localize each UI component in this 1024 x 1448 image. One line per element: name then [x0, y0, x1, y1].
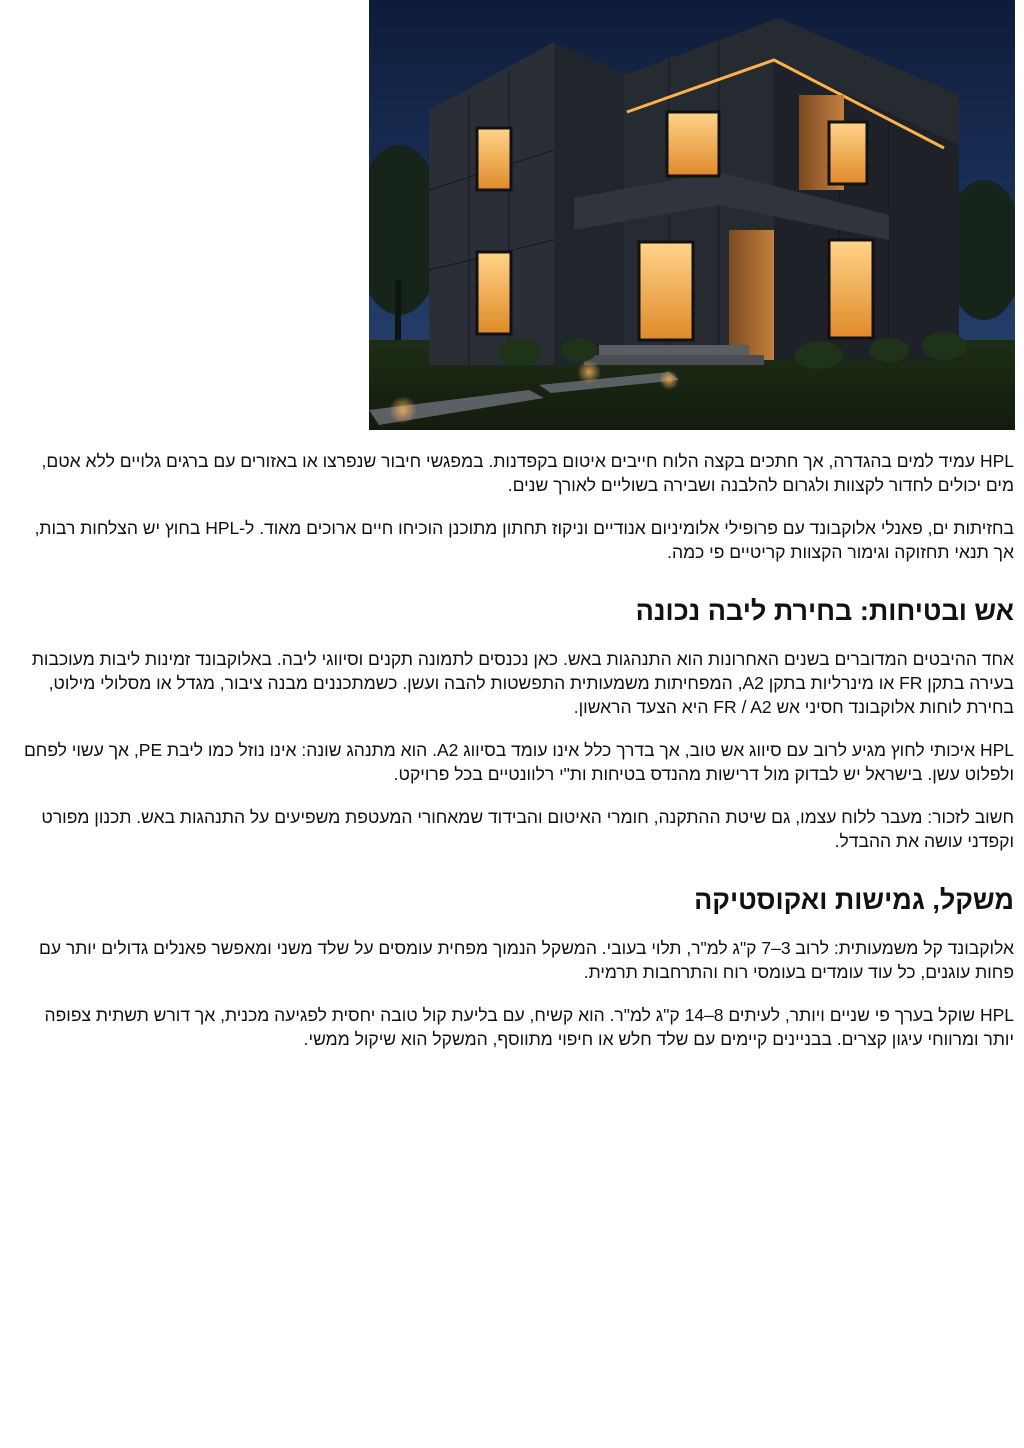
- paragraph-hpl-weight: HPL שוקל בערך פי שניים ויותר, לעיתים 8–14 ק"ג למ"ר. הוא קשיח, עם בליעת קול טובה יחסית לפגיעה מכנית, אך דורש תשתית צפופה יותר ומרווחי עיגון קצרים. בבניינים קיימים עם שלד חלש או חיפוי מתווסף, המשקל הוא שיקול ממשי.: [44, 1005, 1014, 1049]
- paragraph-hpl-fire: HPL איכותי לחוץ מגיע לרוב עם סיווג אש טוב, אך בדרך כלל אינו עומד בסיווג A2. הוא מתנהג שונה: אינו נוזל כמו ליבת PE, אך עשוי לפחם ולפלוט עשן. בישראל יש לבדוק מול דרישות מהנדס בטיחות ות"י רלוונטיים בכל פרויקט.: [23, 740, 1014, 784]
- article-body: [10, 449, 1014, 1070]
- paragraph-sea-facades: בחזיתות ים, פאנלי אלוקבונד עם פרופילי אלומיניום אנודיים וניקוז תחתון מתוכנן הוכיחו חיים ארוכים מאוד. ל-HPL בחוץ יש הצלחות רבות, אך תנאי תחזוקה וגימור הקצוות קריטיים פי כמה.: [34, 518, 1014, 562]
- paragraph-hpl-water: HPL עמיד למים בהגדרה, אך חתכים בקצה הלוח חייבים איטום בקפדנות. במפגשי חיבור שנפרצו או באזורים עם ברגים גלויים ללא אטם, מים יכולים לחדור לקצוות ולגרום להלבנה ושבירה בשוליים לאורך שנים.: [41, 451, 1014, 495]
- paragraph-installation-note: חשוב לזכור: מעבר ללוח עצמו, גם שיטת ההתקנה, חומרי האיטום והבידוד שמאחורי המעטפת משפיעים על התנהגות באש. תכנון מפורט וקפדני עושה את ההבדל.: [41, 807, 1014, 851]
- heading-fire-safety: אש ובטיחות: בחירת ליבה נכונה: [635, 596, 1014, 626]
- hero-image: [369, 0, 1015, 430]
- paragraph-alucobond-weight: אלוקבונד קל משמעותית: לרוב 3–7 ק"ג למ"ר, תלוי בעובי. המשקל הנמוך מפחית עומסים על שלד משני ומאפשר פאנלים גדולים יותר עם פחות עוגנים, כל עוד עומדים בעומסי רוח והתרחבות תרמית.: [38, 938, 1014, 982]
- modern-house-night-photo-icon: [369, 0, 1015, 430]
- heading-weight-acoustics: משקל, גמישות ואקוסטיקה: [694, 885, 1014, 915]
- paragraph-fire-core: אחד ההיבטים המדוברים בשנים האחרונות הוא התנהגות באש. כאן נכנסים לתמונה תקנים וסיווגי ליבה. באלוקבונד זמינות ליבות מעוכבות בעירה בתקן FR או מינרליות בתקן A2, המפחיתות משמעותית התפשטות להבה ועשן. כשמתכננים מבנה ציבור, מגדל או מסלולי מילוט, בחירת לוחות אלוקבונד חסיני אש FR / A2 היא הצעד הראשון.: [31, 649, 1014, 717]
